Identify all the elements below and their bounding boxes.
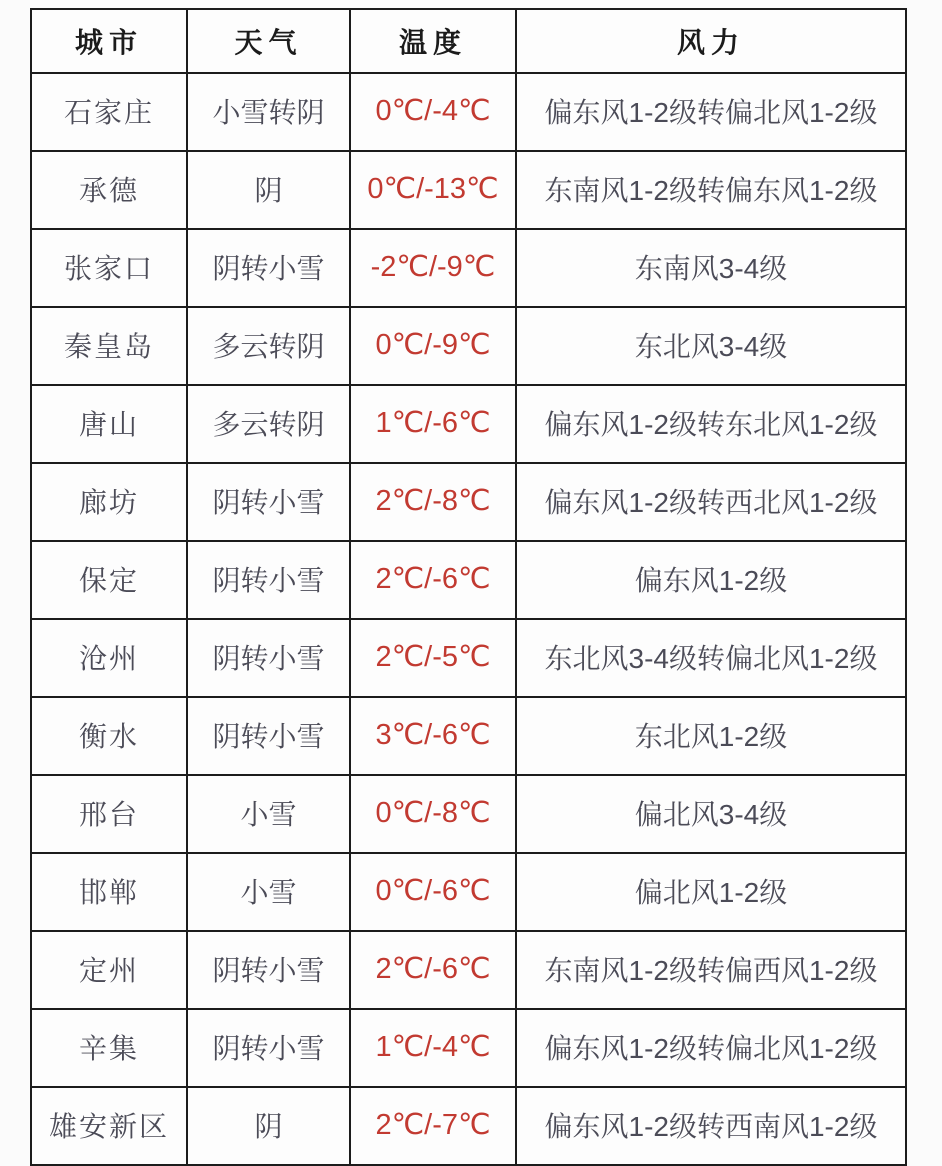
- weather-cell: 多云转阴: [187, 385, 350, 463]
- wind-cell: 偏东风1-2级转西北风1-2级: [516, 463, 906, 541]
- table-row: [31, 463, 906, 541]
- temperature-cell: 0℃/-6℃: [350, 853, 516, 931]
- wind-cell: 东南风3-4级: [516, 229, 906, 307]
- temperature-cell: 0℃/-9℃: [350, 307, 516, 385]
- wind-cell: 偏东风1-2级: [516, 541, 906, 619]
- city-cell: 衡水: [31, 697, 187, 775]
- header-weather: 天气: [187, 9, 350, 73]
- city-cell: 雄安新区: [31, 1087, 187, 1165]
- table-row: [31, 697, 906, 775]
- wind-cell: 东北风3-4级转偏北风1-2级: [516, 619, 906, 697]
- wind-cell: 偏东风1-2级转偏北风1-2级: [516, 73, 906, 151]
- table-row: [31, 1009, 906, 1087]
- weather-cell: 阴转小雪: [187, 697, 350, 775]
- weather-cell: 阴: [187, 151, 350, 229]
- wind-cell: 东北风1-2级: [516, 697, 906, 775]
- temperature-cell: 2℃/-5℃: [350, 619, 516, 697]
- city-cell: 石家庄: [31, 73, 187, 151]
- temperature-cell: 0℃/-13℃: [350, 151, 516, 229]
- city-cell: 唐山: [31, 385, 187, 463]
- weather-cell: 阴转小雪: [187, 541, 350, 619]
- header-city: 城市: [31, 9, 187, 73]
- temperature-cell: 3℃/-6℃: [350, 697, 516, 775]
- table-row: [31, 229, 906, 307]
- weather-cell: 阴转小雪: [187, 931, 350, 1009]
- temperature-cell: 1℃/-4℃: [350, 1009, 516, 1087]
- weather-cell: 多云转阴: [187, 307, 350, 385]
- wind-cell: 偏东风1-2级转东北风1-2级: [516, 385, 906, 463]
- wind-cell: 东南风1-2级转偏西风1-2级: [516, 931, 906, 1009]
- header-temperature: 温度: [350, 9, 516, 73]
- weather-cell: 阴: [187, 1087, 350, 1165]
- wind-cell: 东南风1-2级转偏东风1-2级: [516, 151, 906, 229]
- weather-cell: 阴转小雪: [187, 619, 350, 697]
- weather-cell: 阴转小雪: [187, 463, 350, 541]
- wind-cell: 偏东风1-2级转偏北风1-2级: [516, 1009, 906, 1087]
- temperature-cell: 0℃/-8℃: [350, 775, 516, 853]
- city-cell: 辛集: [31, 1009, 187, 1087]
- weather-cell: 小雪转阴: [187, 73, 350, 151]
- temperature-cell: 0℃/-4℃: [350, 73, 516, 151]
- table-row: [31, 307, 906, 385]
- header-row: [31, 9, 906, 73]
- header-wind: 风力: [516, 9, 906, 73]
- city-cell: 邯郸: [31, 853, 187, 931]
- table-row: [31, 385, 906, 463]
- table-row: [31, 73, 906, 151]
- temperature-cell: 1℃/-6℃: [350, 385, 516, 463]
- wind-cell: 偏北风3-4级: [516, 775, 906, 853]
- weather-cell: 阴转小雪: [187, 1009, 350, 1087]
- weather-cell: 小雪: [187, 853, 350, 931]
- city-cell: 定州: [31, 931, 187, 1009]
- weather-cell: 阴转小雪: [187, 229, 350, 307]
- table-row: [31, 1087, 906, 1165]
- city-cell: 秦皇岛: [31, 307, 187, 385]
- wind-cell: 偏东风1-2级转西南风1-2级: [516, 1087, 906, 1165]
- city-cell: 沧州: [31, 619, 187, 697]
- city-cell: 保定: [31, 541, 187, 619]
- temperature-cell: 2℃/-7℃: [350, 1087, 516, 1165]
- table-row: [31, 619, 906, 697]
- city-cell: 廊坊: [31, 463, 187, 541]
- city-cell: 邢台: [31, 775, 187, 853]
- temperature-cell: 2℃/-6℃: [350, 931, 516, 1009]
- weather-forecast-table: [30, 8, 907, 1166]
- table-row: [31, 151, 906, 229]
- temperature-cell: 2℃/-8℃: [350, 463, 516, 541]
- weather-cell: 小雪: [187, 775, 350, 853]
- table-row: [31, 931, 906, 1009]
- table-row: [31, 541, 906, 619]
- city-cell: 承德: [31, 151, 187, 229]
- temperature-cell: 2℃/-6℃: [350, 541, 516, 619]
- temperature-cell: -2℃/-9℃: [350, 229, 516, 307]
- wind-cell: 偏北风1-2级: [516, 853, 906, 931]
- city-cell: 张家口: [31, 229, 187, 307]
- table-row: [31, 853, 906, 931]
- table-row: [31, 775, 906, 853]
- wind-cell: 东北风3-4级: [516, 307, 906, 385]
